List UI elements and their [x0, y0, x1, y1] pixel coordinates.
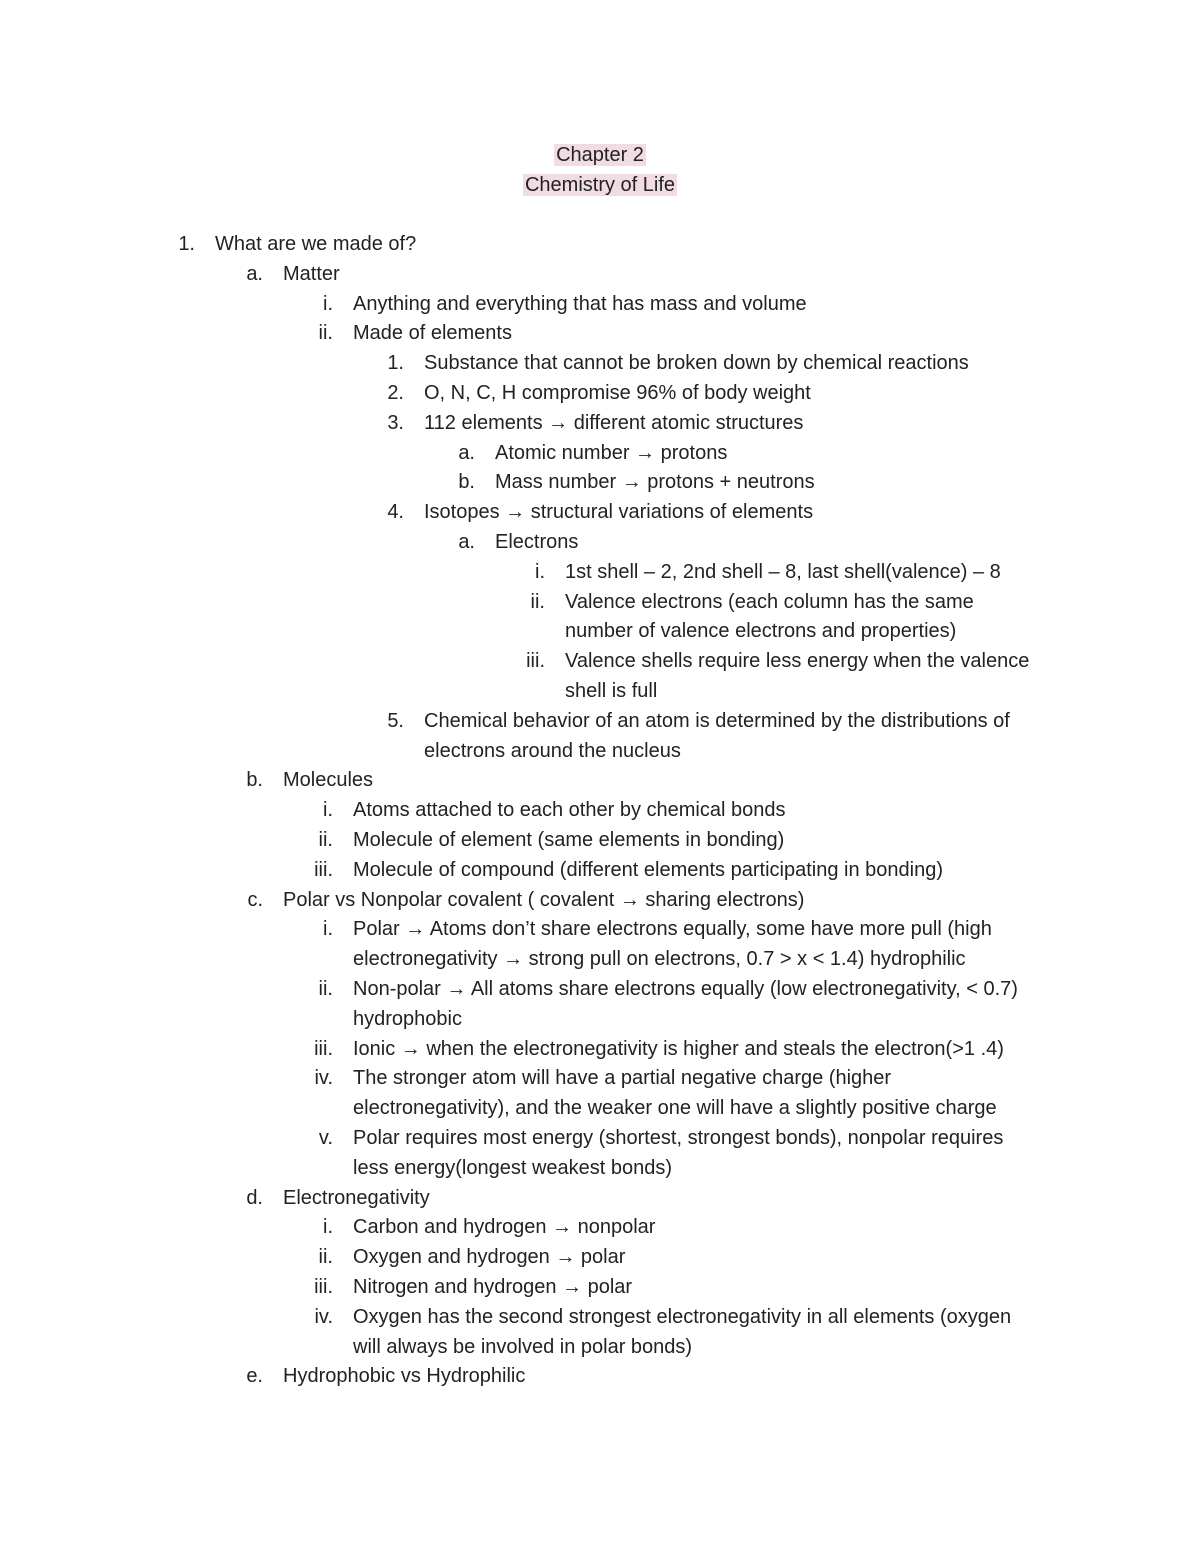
outline-text: Polar → Atoms don’t share electrons equally, some have more pull (high — [353, 918, 992, 940]
outline-marker: ii. — [318, 1246, 333, 1268]
outline-text: less energy(longest weakest bonds) — [353, 1157, 673, 1179]
outline-marker: i. — [535, 561, 545, 583]
outline-marker: 4. — [387, 501, 404, 523]
outline-text: 112 elements → different atomic structures — [424, 412, 804, 434]
outline-marker: c. — [247, 889, 263, 911]
outline-marker: iv. — [314, 1067, 333, 1089]
outline-text: Anything and everything that has mass and volume — [353, 293, 807, 315]
outline-text: Matter — [283, 263, 340, 285]
outline-marker: 5. — [387, 710, 404, 732]
outline-text: Hydrophobic vs Hydrophilic — [283, 1365, 526, 1387]
outline-text: Atomic number → protons — [495, 442, 728, 464]
outline-text: Valence electrons (each column has the same — [565, 591, 974, 613]
outline-text: Polar vs Nonpolar covalent ( covalent → sharing electrons) — [283, 889, 805, 911]
outline-text: Nitrogen and hydrogen → polar — [353, 1276, 633, 1298]
outline-text: Carbon and hydrogen → nonpolar — [353, 1216, 656, 1238]
outline-text: Molecule of compound (different elements participating in bonding) — [353, 859, 943, 881]
outline-text: Ionic → when the electronegativity is higher and steals the electron(>1 .4) — [353, 1038, 1004, 1060]
outline-marker: b. — [458, 471, 475, 493]
outline-marker: a. — [458, 442, 475, 464]
outline-marker: 1. — [178, 233, 195, 255]
outline-text: What are we made of? — [215, 233, 417, 255]
outline-text: Oxygen has the second strongest electronegativity in all elements (oxygen — [353, 1306, 1012, 1328]
outline-text: Polar requires most energy (shortest, strongest bonds), nonpolar requires — [353, 1127, 1004, 1149]
outline-marker: e. — [246, 1365, 263, 1387]
outline-marker: 1. — [387, 352, 404, 374]
chapter-title-text: Chemistry of Life — [524, 174, 676, 196]
outline-marker: iv. — [314, 1306, 333, 1328]
outline-text: Valence shells require less energy when the valence — [565, 650, 1030, 672]
outline-marker: i. — [323, 293, 333, 315]
outline-marker: iii. — [526, 650, 545, 672]
outline-marker: a. — [458, 531, 475, 553]
outline-text: electrons around the nucleus — [424, 740, 681, 762]
outline-text: number of valence electrons and properties) — [565, 620, 957, 642]
outline-marker: ii. — [318, 829, 333, 851]
outline-marker: a. — [246, 263, 263, 285]
outline-text: O, N, C, H compromise 96% of body weight — [424, 382, 811, 404]
outline-text: The stronger atom will have a partial negative charge (higher — [353, 1067, 892, 1089]
outline-text: will always be involved in polar bonds) — [353, 1336, 693, 1358]
outline-marker: ii. — [318, 322, 333, 344]
outline-text: Oxygen and hydrogen → polar — [353, 1246, 626, 1268]
outline-text: Mass number → protons + neutrons — [495, 471, 815, 493]
outline-marker: i. — [323, 1216, 333, 1238]
outline-marker: 3. — [387, 412, 404, 434]
outline-text: Chemical behavior of an atom is determined by the distributions of — [424, 710, 1010, 732]
outline-text: Molecule of element (same elements in bonding) — [353, 829, 785, 851]
outline-text: hydrophobic — [353, 1008, 462, 1030]
chapter-title — [0, 170, 1200, 200]
outline-marker: v. — [318, 1127, 333, 1149]
outline-marker: ii. — [318, 978, 333, 1000]
outline-marker: ii. — [530, 591, 545, 613]
outline-text: electronegativity → strong pull on electrons, 0.7 > x < 1.4) hydrophilic — [353, 948, 966, 970]
outline-text: Electronegativity — [283, 1187, 430, 1209]
outline-marker: iii. — [314, 1276, 333, 1298]
outline-text: 1st shell – 2, 2nd shell – 8, last shell(valence) – 8 — [565, 561, 1001, 583]
outline-marker: i. — [323, 918, 333, 940]
outline-text: electronegativity), and the weaker one will have a slightly positive charge — [353, 1097, 997, 1119]
outline-text: Molecules — [283, 769, 374, 791]
outline-marker: i. — [323, 799, 333, 821]
outline-text: Made of elements — [353, 322, 512, 344]
outline-marker: iii. — [314, 1038, 333, 1060]
outline-marker: iii. — [314, 859, 333, 881]
outline-text: Substance that cannot be broken down by chemical reactions — [424, 352, 969, 374]
outline-marker: 2. — [387, 382, 404, 404]
outline-text: Isotopes → structural variations of elements — [424, 501, 814, 523]
outline-text: shell is full — [565, 680, 658, 702]
outline-text: Atoms attached to each other by chemical bonds — [353, 799, 786, 821]
outline-marker: b. — [246, 769, 263, 791]
chapter-number — [0, 140, 1200, 170]
outline-text: Non-polar → All atoms share electrons equally (low electronegativity, < 0.7) — [353, 978, 1018, 1000]
chapter-number-text: Chapter 2 — [556, 144, 644, 166]
outline-marker: d. — [246, 1187, 263, 1209]
outline-text: Electrons — [495, 531, 579, 553]
